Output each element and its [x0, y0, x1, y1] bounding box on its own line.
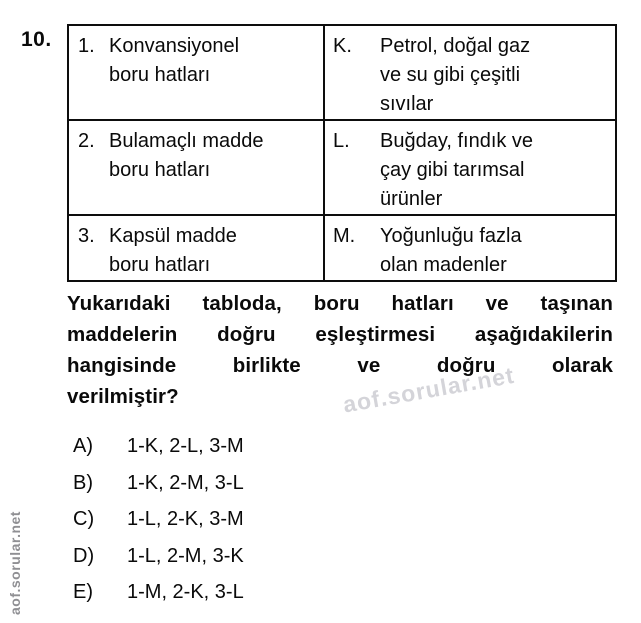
option-e: [73, 574, 244, 611]
match-text: Buğday, fındık ve çay gibi tarımsal ürünler: [380, 130, 534, 210]
option-c: [73, 501, 244, 538]
match-letter: L.: [333, 130, 350, 152]
question-number: 10.: [21, 28, 52, 51]
answer-options: [73, 428, 244, 611]
option-letter: C): [73, 508, 95, 530]
option-value: 1-L, 2-M, 3-K: [127, 544, 244, 567]
watermark-side: aof.sorular.net: [7, 511, 23, 615]
option-letter: D): [73, 544, 95, 567]
table-cell-item-2: [68, 120, 324, 215]
table-cell-item-1: [68, 25, 324, 120]
table-row: [68, 120, 616, 215]
option-letter: A): [73, 435, 93, 457]
item-number: 1.: [78, 35, 95, 57]
watermark-center: aof.sorular.net: [341, 361, 517, 418]
match-text: Yoğunluğu fazla olan madenler: [380, 225, 522, 276]
option-letter: B): [73, 471, 93, 494]
table-row: [68, 25, 616, 120]
option-value: 1-K, 2-M, 3-L: [127, 471, 244, 494]
option-value: 1-M, 2-K, 3-L: [127, 581, 244, 603]
table-cell-match-K: [324, 25, 616, 120]
item-text: Kapsül madde boru hatları: [109, 225, 237, 276]
item-number: 2.: [78, 130, 95, 152]
option-b: [73, 465, 244, 502]
match-letter: K.: [333, 35, 352, 57]
table-cell-match-L: [324, 120, 616, 215]
table-row: [68, 215, 616, 281]
table-cell-match-M: [324, 215, 616, 281]
matching-table: [67, 24, 617, 282]
option-a: [73, 428, 244, 465]
item-text: Bulamaçlı madde boru hatları: [109, 130, 264, 181]
item-text: Konvansiyonel boru hatları: [109, 35, 240, 86]
option-value: 1-L, 2-K, 3-M: [127, 508, 244, 530]
table-cell-item-3: [68, 215, 324, 281]
question-text: Yukarıdaki tabloda, boru hatları ve taşınan maddelerin doğru eşleştirmesi aşağıdakilerin hangisinde birlikte ve doğru olarak verilmiştir?: [67, 292, 613, 408]
option-value: 1-K, 2-L, 3-M: [127, 435, 244, 457]
option-letter: E): [73, 581, 93, 603]
item-number: 3.: [78, 225, 95, 247]
match-text: Petrol, doğal gaz ve su gibi çeşitli sıvılar: [380, 35, 531, 115]
option-d: [73, 538, 244, 575]
match-letter: M.: [333, 225, 356, 247]
